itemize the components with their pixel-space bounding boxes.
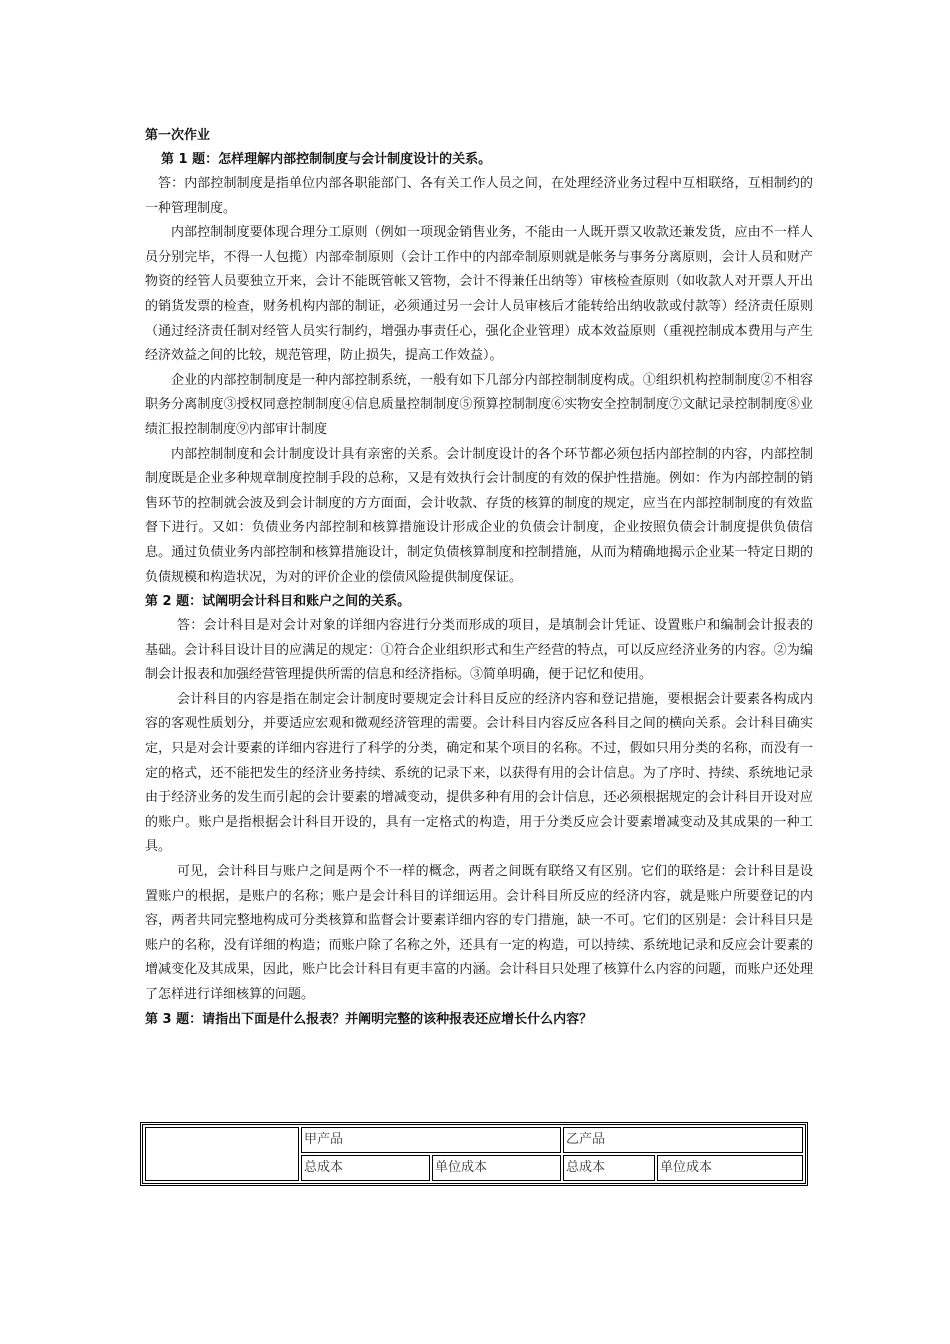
document-body	[145, 124, 813, 1032]
blank-header-cell	[145, 1127, 299, 1181]
question-2-heading: 第 2 题：试阐明会计科目和账户之间的关系。	[145, 594, 411, 610]
product-a-header: 甲产品	[301, 1127, 561, 1153]
product-b-total-cost: 总成本	[563, 1155, 655, 1181]
question-1-answer-p4: 内部控制制度和会计制度设计具有亲密的关系。会计制度设计的各个环节都必须包括内部控制的内容，内部控制制度既是企业多种规章制度控制手段的总称，又是有效执行会计制度的有效的保护性措施。例如：作为内部控制的销售环节的控制就会波及到会计制度的方方面面，会计收款、存货的核算的制度的规定，应当在内部控制制度的有效监督下进行。又如：负债业务内部控制和核算措施设计形成企业的负债会计制度，企业按照负债会计制度提供负债信息。通过负债业务内部控制和核算措施设计，制定负债核算制度和控制措施，从而为精确地揭示企业某一特定日期的负债规模和构造状况，为对的评价企业的偿债风险提供制度保证。	[145, 446, 813, 585]
document-title: 第一次作业	[145, 128, 211, 143]
product-a-total-cost: 总成本	[301, 1155, 430, 1181]
question-1-answer-p2: 内部控制制度要体现合理分工原则（例如一项现金销售业务，不能由一人既开票又收款还兼发货，应由不一样人员分别完毕，不得一人包揽）内部牵制原则（会计工作中的内部牵制原则就是帐务与事务分离原则，会计人员和财产物资的经管人员要独立开来，会计不能既管帐又管物，会计不得兼任出纳等）审核检查原则（如收款人对开票人开出的销货发票的检查，财务机构内部的制证，必须通过另一会计人员审核后才能转给出纳收款或付款等）经济责任原则（通过经济责任制对经管人员实行制约，增强办事责任心，强化企业管理）成本效益原则（重视控制成本费用与产生经济效益之间的比较，规范管理，防止损失，提高工作效益）。	[145, 225, 813, 364]
question-2-answer-p1: 答：会计科目是对会计对象的详细内容进行分类而形成的项目，是填制会计凭证、设置账户和编制会计报表的基础。会计科目设计目的应满足的规定：①符合企业组织形式和生产经营的特点，可以反应经济业务的内容。②为编制会计报表和加强经营管理提供所需的信息和经济指标。③简单明确，便于记忆和使用。	[145, 618, 813, 683]
question-3-heading: 第 3 题：请指出下面是什么报表？并阐明完整的该种报表还应增长什么内容？	[145, 1011, 593, 1027]
question-2-answer-p2: 会计科目的内容是指在制定会计制度时要规定会计科目反应的经济内容和登记措施，要根据会计要素各构成内容的客观性质划分，并要适应宏观和微观经济管理的需要。会计科目内容反应各科目之间的横向关系。会计科目确实定，只是对会计要素的详细内容进行了科学的分类，确定和某个项目的名称。不过，假如只用分类的名称，而没有一定的格式，还不能把发生的经济业务持续、系统的记录下来，以获得有用的会计信息。为了序时、持续、系统地记录由于经济业务的发生而引起的会计要素的增减变动，提供多种有用的会计信息，还必须根据规定的会计科目开设对应的账户。账户是指根据会计科目开设的，具有一定格式的构造，用于分类反应会计要素增减变动及其成果的一种工具。	[145, 691, 813, 855]
question-1-heading: 第 1 题：怎样理解内部控制制度与会计制度设计的关系。	[161, 152, 492, 167]
table-row	[145, 1127, 803, 1153]
question-2-answer-p3: 可见，会计科目与账户之间是两个不一样的概念，两者之间既有联络又有区别。它们的联络是：会计科目是设置账户的根据，是账户的名称；账户是会计科目的详细运用。会计科目所反应的经济内容，就是账户所要登记的内容，两者共同完整地构成可分类核算和监督会计要素详细内容的专门措施，缺一不可。它们的区别是：会计科目只是账户的名称，没有详细的构造；而账户除了名称之外，还具有一定的构造，可以持续、系统地记录和反应会计要素的增减变化及其成果，因此，账户比会计科目有更丰富的内涵。会计科目只处理了核算什么内容的问题，而账户还处理了怎样进行详细核算的问题。	[145, 864, 813, 1002]
product-b-header: 乙产品	[563, 1127, 803, 1153]
product-a-unit-cost: 单位成本	[432, 1155, 561, 1181]
question-1-answer-p1: 答：内部控制制度是指单位内部各职能部门、各有关工作人员之间，在处理经济业务过程中互相联络，互相制约的一种管理制度。	[145, 176, 813, 216]
cost-report-table	[140, 1122, 808, 1186]
question-1-answer-p3: 企业的内部控制制度是一种内部控制系统，一般有如下几部分内部控制制度构成。①组织机构控制制度②不相容职务分离制度③授权同意控制制度④信息质量控制制度⑤预算控制制度⑥实物安全控制制度⑦文献记录控制制度⑧业绩汇报控制制度⑨内部审计制度	[145, 372, 813, 437]
product-b-unit-cost: 单位成本	[657, 1155, 803, 1181]
